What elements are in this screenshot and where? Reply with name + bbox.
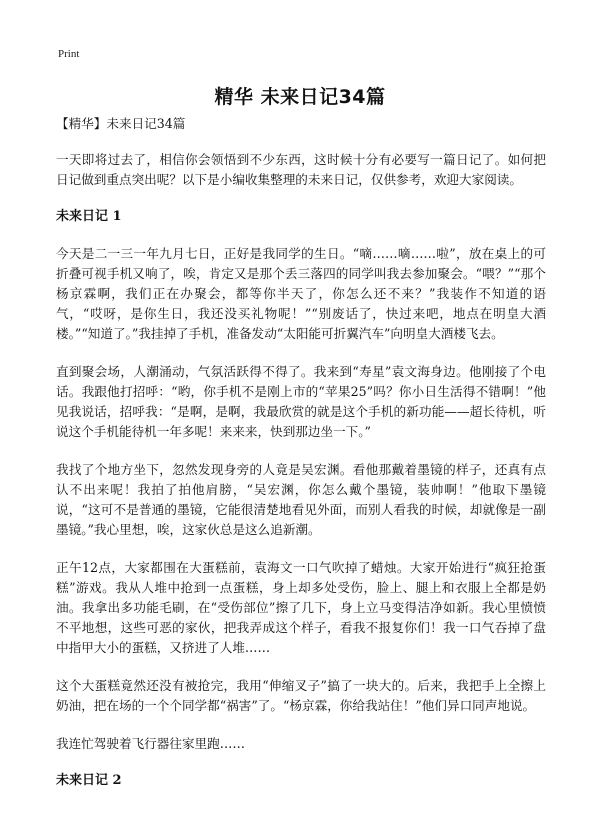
intro-paragraph: 一天即将过去了，相信你会领悟到不少东西，这时候十分有必要写一篇日记了。如何把日记做到重点突出呢？以下是小编收集整理的未来日记，仅供参考，欢迎大家阅读。 — [56, 152, 546, 187]
document-subtitle: 【精华】未来日记34篇 — [56, 116, 186, 131]
section-paragraph: 我连忙驾驶着飞行器往家里跑…… — [56, 736, 245, 751]
section-paragraph: 正午12点，大家都围在大蛋糕前，袁海文一口气吹掉了蜡烛。大家开始进行“疯狂抢蛋糕”游戏。我从人堆中抢到一点蛋糕，身上却多处受伤，脸上、腿上和衣服上全都是奶油。我拿出多功能毛刷，在“受伤部位”擦了几下，身上立马变得洁净如新。我心里愤愤不平地想，这些可恶的家伙，把我弄成这个样子，看我不报复你们！我一口气吞掉了盘中指甲大小的蛋糕，又挤进了人堆…… — [56, 560, 546, 655]
section-paragraph: 我找了个地方坐下，忽然发现身旁的人竟是吴宏渊。看他那戴着墨镜的样子，还真有点认不出来呢！我拍了拍他肩膀，“吴宏渊，你怎么戴个墨镜，装帅啊！”他取下墨镜说，“这可不是普通的墨镜，它能很清楚地看见外面，而别人看我的时候，却就像是一副墨镜。”我心里想，唉，这家伙总是这么追新潮。 — [56, 462, 546, 537]
section-heading: 未来日记 1 — [56, 209, 122, 224]
section-paragraph: 今天是二一三一年九月七日，正好是我同学的生日。“嘀……嘀……啦”，放在桌上的可折叠可视手机又响了，唉，肯定又是那个丢三落四的同学叫我去参加聚会。“喂？”“那个杨京霖啊，我们正在办聚会，都等你半天了，你怎么还不来？”我装作不知道的语气，“哎呀，是你生日，我还没买礼物呢！”“别废话了，快过来吧，地点在明皇大酒楼。”“知道了。”我挂掉了手机，准备发动“太阳能可折翼汽车”向明皇大酒楼飞去。 — [56, 246, 546, 341]
section-paragraph: 直到聚会场，人潮涌动，气氛活跃得不得了。我来到“寿星”袁文海身边。他刚接了个电话。我跟他打招呼：“哟，你手机不是刚上市的“苹果25”吗？你小日生活得不错啊！”他见我说话，招呼我：“是啊，是啊，我最欣赏的就是这个手机的新功能——超长待机，听说这个手机能待机一年多呢！来来来，快到那边坐一下。” — [56, 364, 546, 439]
section-paragraph: 这个大蛋糕竟然还没有被抢完，我用“伸缩叉子”搞了一块大的。后来，我把手上全擦上奶油，把在场的一个个同学都“祸害”了。“杨京霖，你给我站住！”他们异口同声地说。 — [56, 678, 546, 713]
section-heading: 未来日记 2 — [56, 773, 122, 788]
document-body — [56, 116, 546, 808]
page-title: 精华 未来日记34篇 — [214, 86, 386, 108]
print-link[interactable]: Print — [58, 48, 80, 60]
